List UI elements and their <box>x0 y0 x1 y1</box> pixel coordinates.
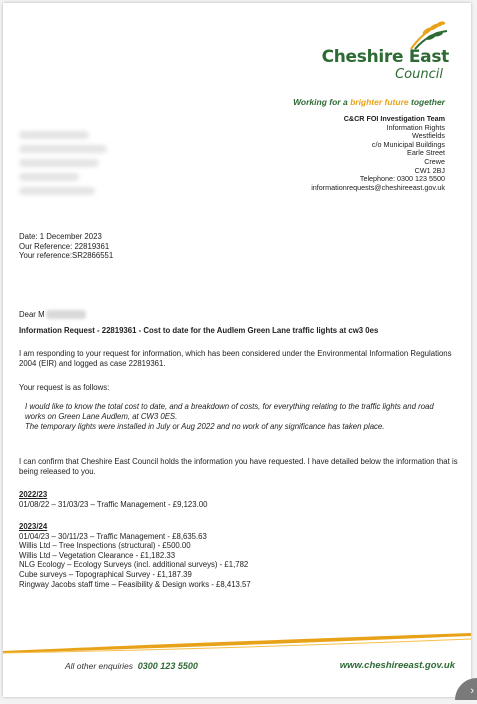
address-line: CW1 2BJ <box>414 165 445 175</box>
strapline-part: Working for a <box>293 97 351 107</box>
subject-line: Information Request - 22819361 - Cost to date for the Audlem Green Lane traffic lights at cw3 0es <box>19 326 379 335</box>
strapline <box>293 97 445 107</box>
strapline-part: together <box>408 97 445 107</box>
address-line: c/o Municipal Buildings <box>371 139 445 149</box>
cost-item: NLG Ecology – Ecology Surveys (incl. additional surveys) - £1,782 <box>19 560 249 570</box>
team-name: C&CR FOI Investigation Team <box>343 114 445 123</box>
logo-title: Cheshire East <box>321 47 449 67</box>
redacted-name <box>46 310 86 319</box>
footer-website[interactable]: www.cheshireeast.gov.uk <box>339 660 455 671</box>
cost-section-2022-23 <box>19 490 207 510</box>
our-reference: Our Reference: 22819361 <box>19 241 110 251</box>
logo-subtitle: Council <box>395 67 443 82</box>
cost-item: Willis Ltd – Vegetation Clearance - £1,182.33 <box>19 550 176 560</box>
redacted-recipient-address <box>19 131 111 199</box>
footer-phone: 0300 123 5500 <box>137 661 198 671</box>
your-reference: Your reference:SR2866551 <box>19 251 114 261</box>
page-corner-icon[interactable]: › <box>455 678 477 700</box>
section-heading: 2022/23 <box>19 490 48 499</box>
quote-paragraph: The temporary lights were installed in July or Aug 2022 and no work of any significance has taken place. <box>25 421 385 431</box>
cost-item: Cube surveys – Topographical Survey - £1,187.39 <box>19 569 192 579</box>
cost-section-2023-24 <box>19 522 251 589</box>
address-line: Crewe <box>424 156 445 166</box>
address-line: Information Rights <box>386 122 445 132</box>
address-line: Westfields <box>411 131 445 141</box>
section-heading: 2023/24 <box>19 522 48 531</box>
salutation <box>19 310 86 319</box>
cost-item: Willis Ltd – Tree Inspections (structural) - £500.00 <box>19 541 191 551</box>
address-line: Earle Street <box>407 148 445 158</box>
paragraph: I can confirm that Cheshire East Council holds the information you have requested. I have detailed below the information that is being released to you. <box>19 457 458 476</box>
request-quote <box>25 402 455 431</box>
cost-item: Ringway Jacobs staff time – Feasibility & Design works - £8,413.57 <box>19 579 251 589</box>
strapline-highlight: brighter future <box>350 97 409 107</box>
footer-enquiries <box>65 661 198 671</box>
reference-block <box>19 232 113 261</box>
telephone: Telephone: 0300 123 5500 <box>359 174 445 184</box>
cost-item: 01/08/22 – 31/03/23 – Traffic Management - £9,123.00 <box>19 499 208 509</box>
letter-date: Date: 1 December 2023 <box>19 232 102 241</box>
paragraph: Your request is as follows: <box>19 383 110 392</box>
footer-swoosh <box>3 629 471 659</box>
letter-page <box>3 3 471 697</box>
enquiries-label: All other enquiries <box>65 661 134 671</box>
email-address: informationrequests@cheshireeast.gov.uk <box>311 182 445 192</box>
salutation-text: Dear M <box>19 310 45 319</box>
sender-address <box>311 115 445 192</box>
council-logo <box>299 21 449 91</box>
paragraph: I am responding to your request for information, which has been considered under the Environmental Information Regulations 2004 (EIR) and logged as case 22819361. <box>19 349 452 368</box>
quote-paragraph: I would like to know the total cost to date, and a breakdown of costs, for everything relating to the traffic lights and road works on Green Lane Audlem, at CW3 0ES. <box>25 402 434 421</box>
cost-item: 01/04/23 – 30/11/23 – Traffic Management - £8,635.63 <box>19 531 207 541</box>
